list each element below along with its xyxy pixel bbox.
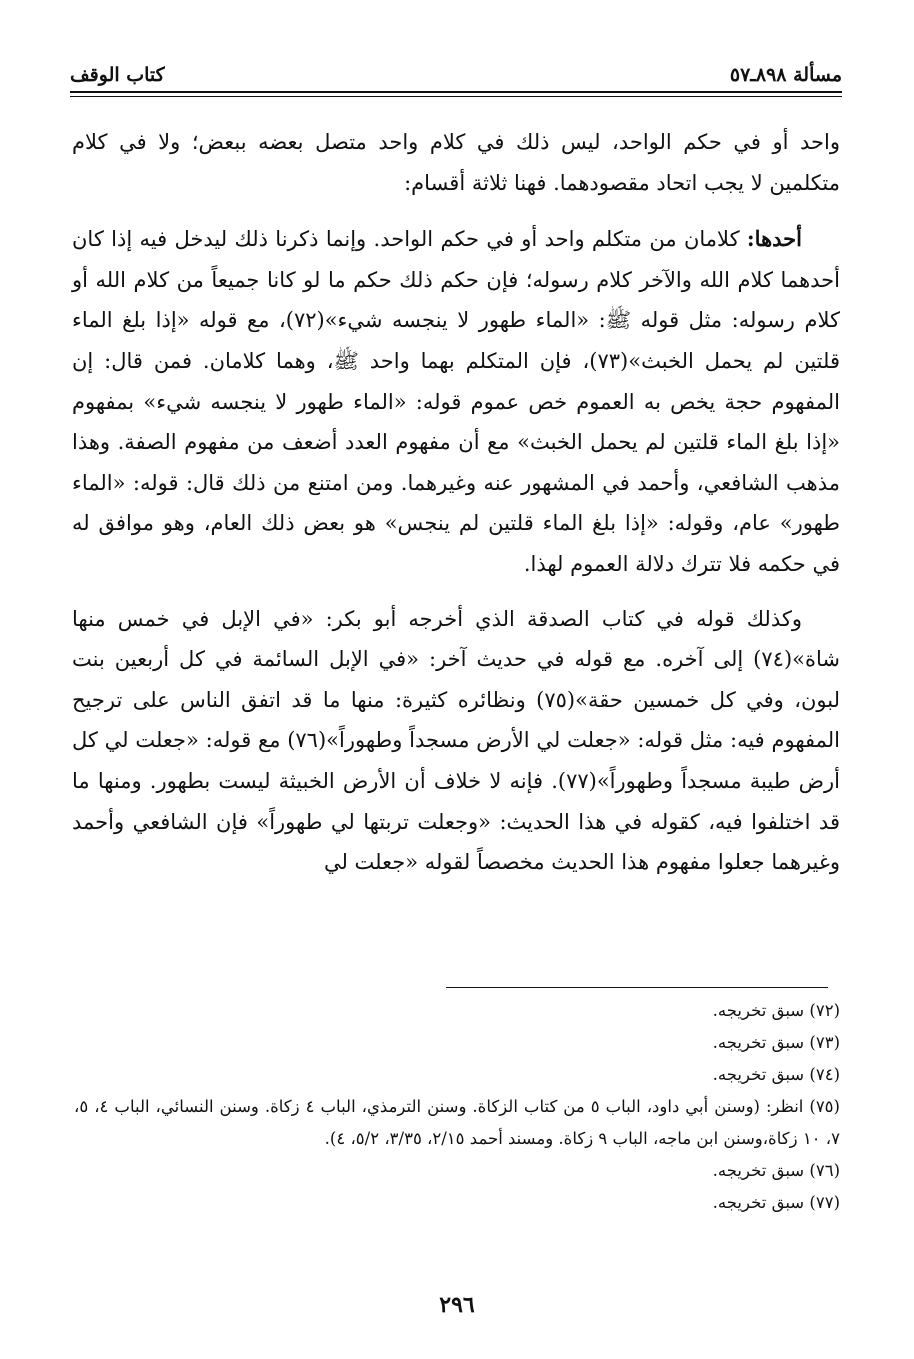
paragraph-2 (72, 219, 840, 584)
header-rule-thick (70, 91, 842, 93)
running-header (70, 56, 842, 86)
footnote-76: (٧٦) سبق تخريجه. (712, 1161, 840, 1180)
header-issue-number: مسألة ٨٩٨ـ٥٧ (729, 64, 842, 86)
paragraph-2-lead: أحدها: (746, 226, 802, 252)
footnote-73: (٧٣) سبق تخريجه. (712, 1033, 840, 1052)
main-text (72, 122, 840, 897)
paragraph-1: واحد أو في حكم الواحد، ليس ذلك في كلام واحد متصل بعضه ببعض؛ ولا في كلام متكلمين لا يجب اتحاد مقصودهما. فهنا ثلاثة أقسام: (72, 130, 840, 195)
header-rule-thin (70, 96, 842, 97)
paragraph-2-text: كلامان من متكلم واحد أو في حكم الواحد. وإنما ذكرنا ذلك ليدخل فيه إذا كان أحدهما كلام الله والآخر كلام رسوله؛ فإن حكم ذلك حكم ما لو كانا جميعاً من كلام الله أو كلام رسوله: مثل قوله ﷺ: «الماء طهور لا ينجسه شيء»(٧٢)، مع قوله «إذا بلغ الماء قلتين لم يحمل الخبث»(٧٣)، فإن المتكلم بهما واحد ﷺ، وهما كلامان. فمن قال: إن المفهوم حجة يخص به العموم خص عموم قوله: «الماء طهور لا ينجسه شيء» بمفهوم «إذا بلغ الماء قلتين لم يحمل الخبث» مع أن مفهوم العدد أضعف من مفهوم الصفة. وهذا مذهب الشافعي، وأحمد في المشهور عنه وغيرهما. ومن امتنع من ذلك قال: قوله: «الماء طهور» عام، وقوله: «إذا بلغ الماء قلتين لم ينجس» هو بعض ذلك العام، وهو موافق له في حكمه فلا تترك دلالة العموم لهذا. (72, 227, 840, 576)
footnote-72: (٧٢) سبق تخريجه. (712, 1001, 840, 1020)
header-book-title: كتاب الوقف (70, 64, 165, 86)
footnote-75: (٧٥) انظر: (وسنن أبي داود، الباب ٥ من كتاب الزكاة. وسنن الترمذي، الباب ٤ زكاة. وسنن النسائي، الباب ٤، ٥، ٧، ١٠ زكاة،وسنن ابن ماجه، الباب ٩ زكاة. ومسند أحمد ٢/١٥، ٣/٣٥، ٥/٢، ٤). (74, 1097, 840, 1148)
footnote-separator (446, 987, 828, 988)
footnote-77: (٧٧) سبق تخريجه. (712, 1193, 840, 1212)
paragraph-3: وكذلك قوله في كتاب الصدقة الذي أخرجه أبو بكر: «في الإبل في خمس منها شاة»(٧٤) إلى آخره. مع قوله في حديث آخر: «في الإبل السائمة في كل أربعين بنت لبون، وفي كل خمسين حقة»(٧٥) ونظائره كثيرة: منها ما قد اتفق الناس على ترجيح المفهوم فيه: مثل قوله: «جعلت لي الأرض مسجداً وطهوراً»(٧٦) مع قوله: «جعلت لي كل أرض طيبة مسجداً وطهوراً»(٧٧). فإنه لا خلاف أن الأرض الخبيثة ليست بطهور. ومنها ما قد اختلفوا فيه، كقوله في هذا الحديث: «وجعلت تربتها لي طهوراً» فإن الشافعي وأحمد وغيرهما جعلوا مفهوم هذا الحديث مخصصاً لقوله «جعلت لي (72, 606, 840, 875)
footnotes (74, 995, 840, 1219)
page-number: ٢٩٦ (439, 1292, 475, 1318)
footnote-74: (٧٤) سبق تخريجه. (712, 1065, 840, 1084)
